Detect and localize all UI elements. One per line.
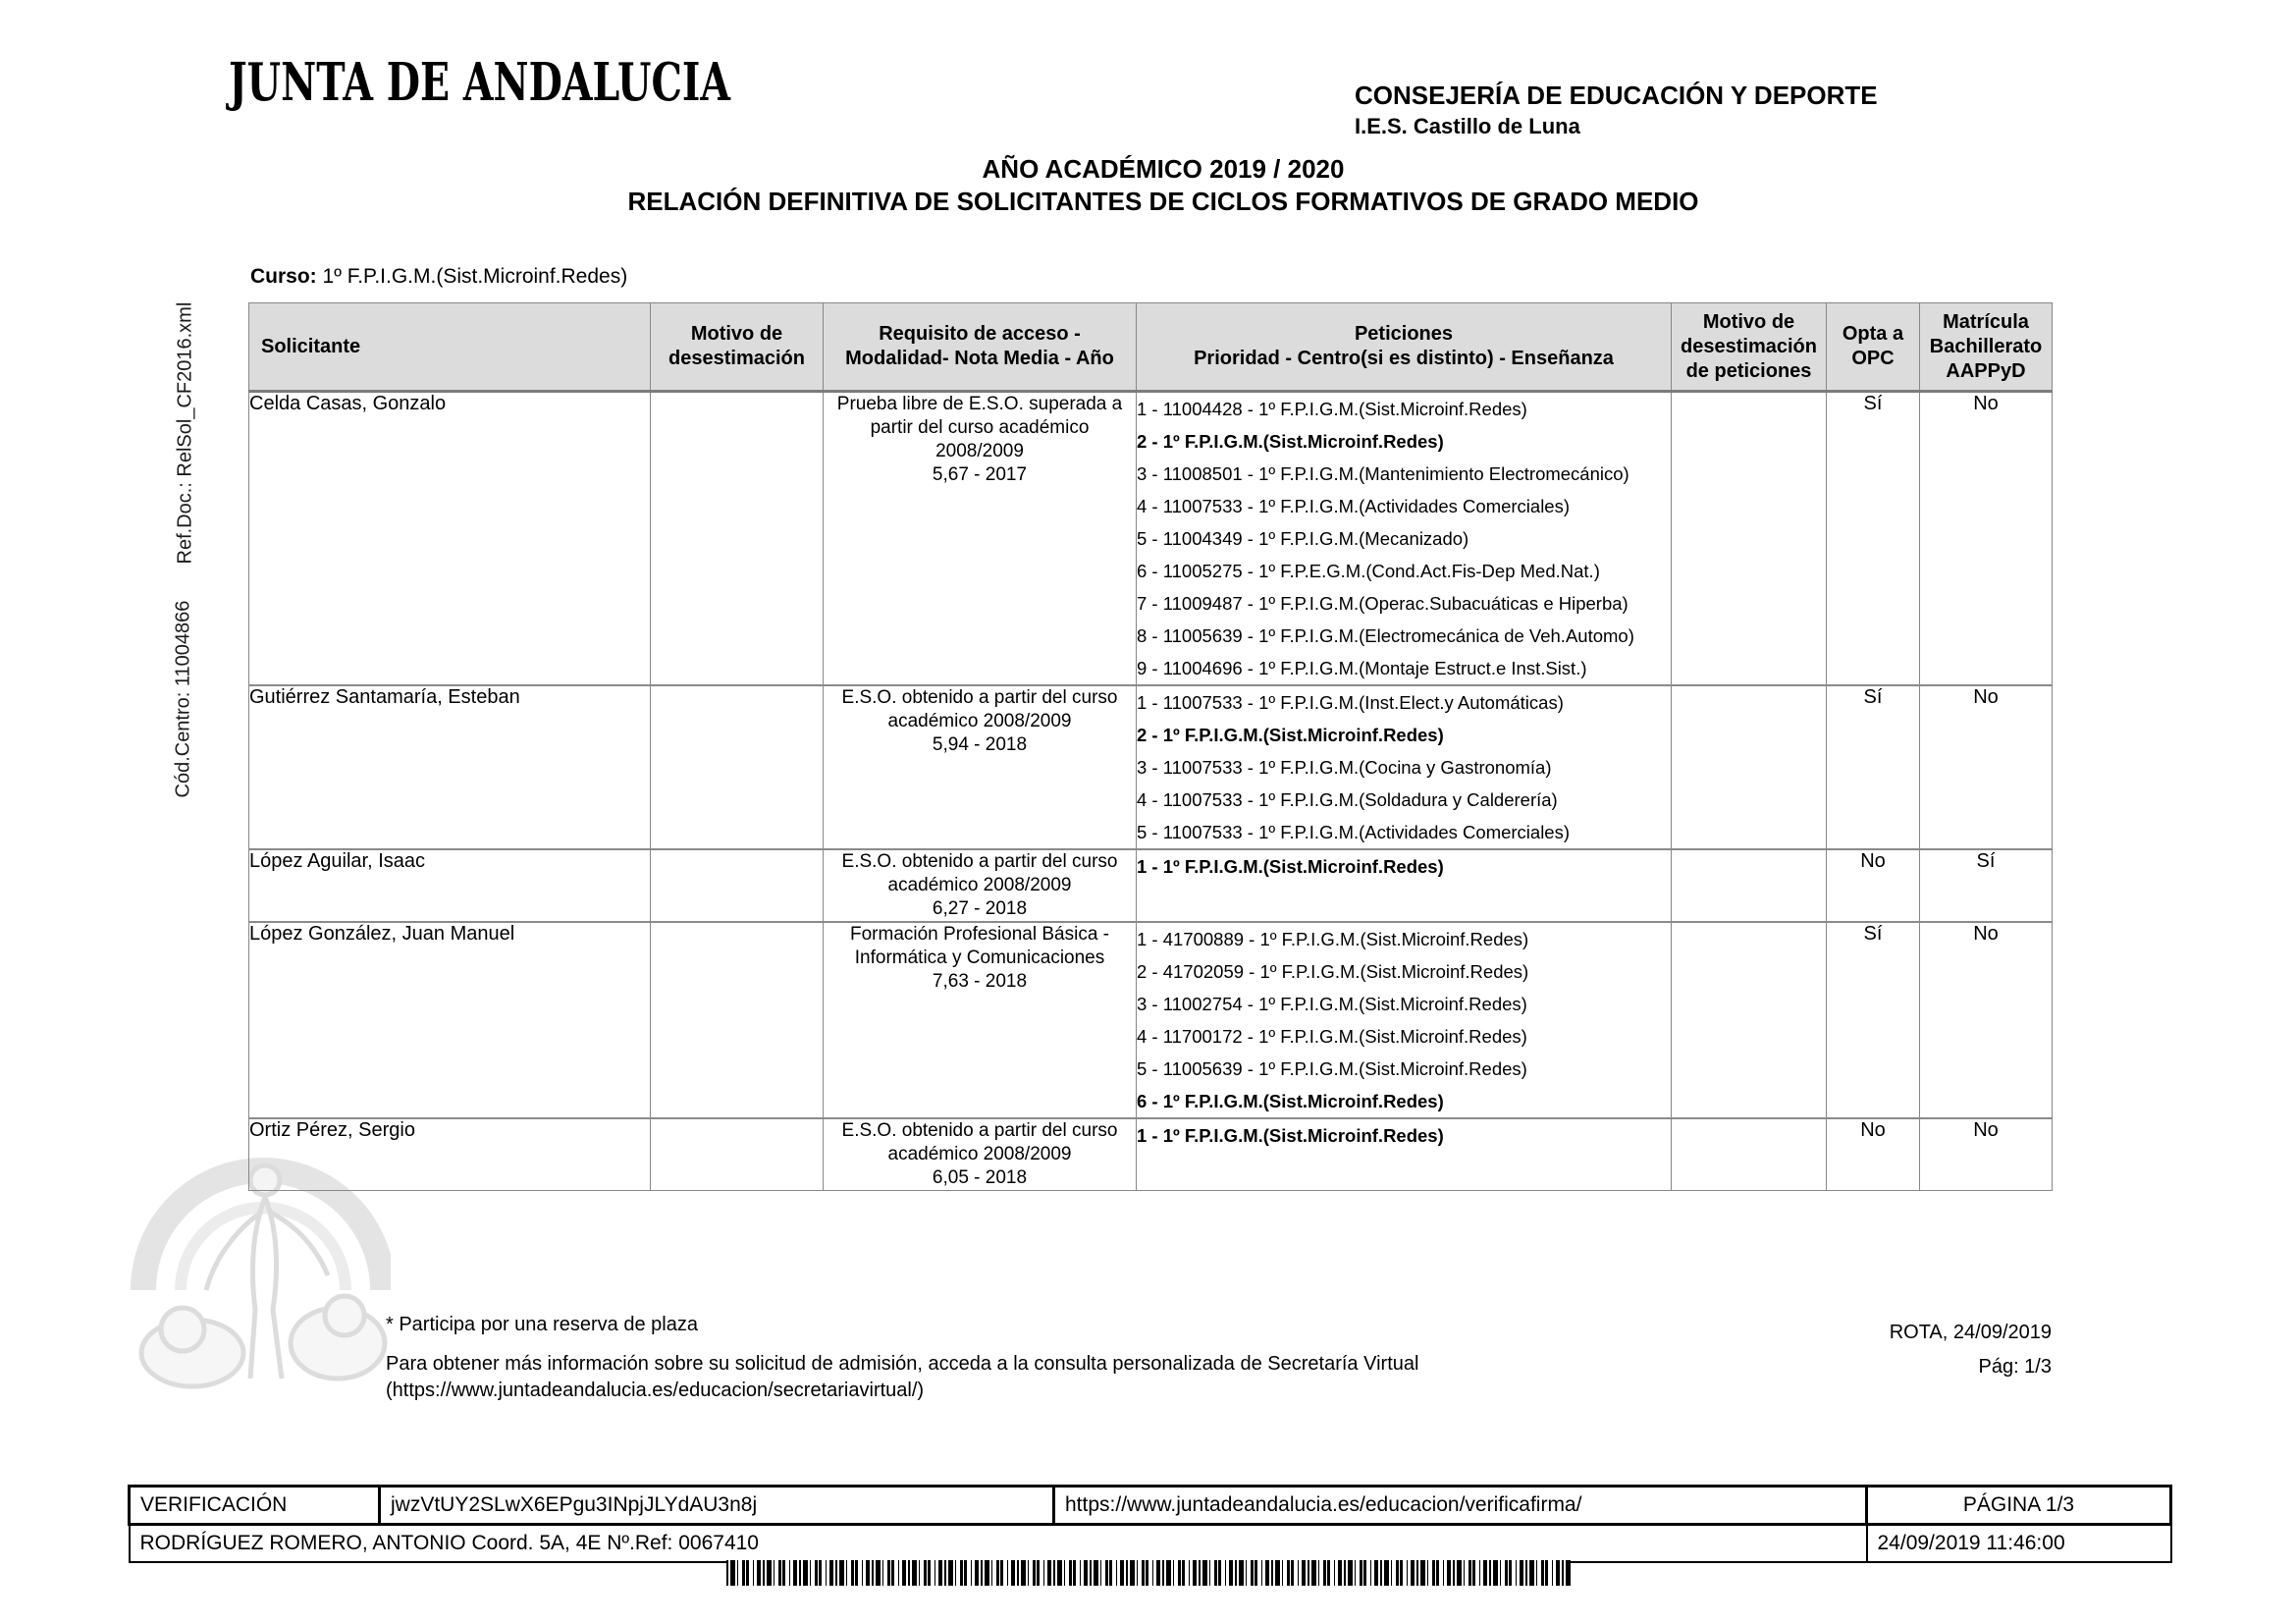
column-header-peticiones: Peticiones Prioridad - Centro(si es distinto) - Enseñanza [1137, 303, 1672, 392]
petition-line: 3 - 11008501 - 1º F.P.I.G.M.(Mantenimiento Electromecánico) [1137, 463, 1629, 484]
signer-row [130, 1525, 2171, 1563]
petitions-dismissal-cell [1672, 922, 1827, 1118]
petition-line: 4 - 11007533 - 1º F.P.I.G.M.(Actividades Comerciales) [1137, 496, 1571, 516]
petition-line: 3 - 11002754 - 1º F.P.I.G.M.(Sist.Microinf.Redes) [1137, 994, 1527, 1014]
dismissal-reason-cell [651, 685, 824, 849]
access-requirement-line: académico 2008/2009 [887, 711, 1072, 731]
column-header-matricula-bachillerato: Matrícula Bachillerato AAPPyD [1920, 303, 2053, 392]
access-requirement-line: Prueba libre de E.S.O. superada a [836, 394, 1123, 414]
access-requirement-line: E.S.O. obtenido a partir del curso [841, 1120, 1118, 1141]
column-header-solicitante: Solicitante [249, 303, 651, 392]
access-requirement-line: E.S.O. obtenido a partir del curso [841, 687, 1118, 708]
verification-datetime: 24/09/2019 11:46:00 [1867, 1525, 2171, 1563]
matricula-cell: No [1920, 922, 2053, 1118]
access-requirement-line: 5,94 - 2018 [932, 734, 1028, 755]
access-requirement-cell [824, 685, 1137, 849]
access-requirement-line: 2008/2009 [935, 441, 1024, 461]
petition-line: 5 - 11007533 - 1º F.P.I.G.M.(Actividades Comerciales) [1137, 822, 1571, 842]
column-header-opta-opc: Opta a OPC [1827, 303, 1920, 392]
school-name: I.E.S. Castillo de Luna [1355, 114, 1580, 138]
access-requirement-line: 5,67 - 2017 [932, 464, 1028, 485]
verification-page: PÁGINA 1/3 [1867, 1487, 2171, 1525]
applicant-name-cell: López González, Juan Manuel [249, 922, 651, 1118]
applicant-name-cell: Ortiz Pérez, Sergio [249, 1118, 651, 1191]
document-title: RELACIÓN DEFINITIVA DE SOLICITANTES DE CICLOS FORMATIVOS DE GRADO MEDIO [627, 187, 1699, 216]
petition-line: 6 - 11005275 - 1º F.P.E.G.M.(Cond.Act.Fis-Dep Med.Nat.) [1137, 561, 1600, 581]
reserva-note: * Participa por una reserva de plaza [386, 1314, 698, 1335]
petition-line: 2 - 1º F.P.I.G.M.(Sist.Microinf.Redes) [1137, 725, 1444, 745]
petition-line: 8 - 11005639 - 1º F.P.I.G.M.(Electromecánica de Veh.Automo) [1137, 625, 1634, 646]
table-row [249, 849, 2053, 922]
petition-line: 6 - 1º F.P.I.G.M.(Sist.Microinf.Redes) [1137, 1091, 1444, 1111]
access-requirement-line: 6,27 - 2018 [932, 898, 1028, 919]
petition-line: 4 - 11700172 - 1º F.P.I.G.M.(Sist.Microinf.Redes) [1137, 1026, 1527, 1047]
access-requirement-line: E.S.O. obtenido a partir del curso [841, 851, 1118, 872]
petitions-cell [1137, 1118, 1672, 1191]
document-titles [29, 153, 2296, 218]
petitions-cell [1137, 392, 1672, 686]
applicant-name-cell: Celda Casas, Gonzalo [249, 392, 651, 686]
petitions-dismissal-cell [1672, 849, 1827, 922]
access-requirement-cell [824, 849, 1137, 922]
petitions-cell [1137, 922, 1672, 1118]
verification-url: https://www.juntadeandalucia.es/educacion/verificafirma/ [1054, 1487, 1867, 1525]
barcode [726, 1560, 1571, 1586]
petition-line: 2 - 41702059 - 1º F.P.I.G.M.(Sist.Microinf.Redes) [1137, 961, 1529, 982]
access-requirement-line: académico 2008/2009 [887, 875, 1072, 895]
access-requirement-line: Informática y Comunicaciones [854, 947, 1105, 968]
petition-line: 1 - 41700889 - 1º F.P.I.G.M.(Sist.Microinf.Redes) [1137, 929, 1529, 949]
place-date-block [1659, 1322, 2052, 1379]
signer-info: RODRÍGUEZ ROMERO, ANTONIO Coord. 5A, 4E Nº.Ref: 0067410 [130, 1525, 1867, 1563]
column-header-motivo-desestimacion: Motivo de desestimación [651, 303, 824, 392]
verification-label: VERIFICACIÓN [130, 1487, 380, 1525]
course-label: Curso: [250, 265, 317, 288]
petitions-dismissal-cell [1672, 685, 1827, 849]
access-requirement-cell [824, 392, 1137, 686]
course-line [250, 265, 627, 289]
matricula-cell: Sí [1920, 849, 2053, 922]
petition-line: 5 - 11005639 - 1º F.P.I.G.M.(Sist.Microinf.Redes) [1137, 1058, 1527, 1079]
table-row [249, 1118, 2053, 1191]
course-value: 1º F.P.I.G.M.(Sist.Microinf.Redes) [322, 265, 628, 288]
access-requirement-line: académico 2008/2009 [887, 1144, 1072, 1164]
petition-line: 4 - 11007533 - 1º F.P.I.G.M.(Soldadura y Calderería) [1137, 789, 1558, 810]
access-requirement-line: partir del curso académico [870, 417, 1090, 438]
matricula-cell: No [1920, 1118, 2053, 1191]
applicant-name-cell: López Aguilar, Isaac [249, 849, 651, 922]
opta-opc-cell: No [1827, 849, 1920, 922]
petitions-dismissal-cell [1672, 1118, 1827, 1191]
dismissal-reason-cell [651, 1118, 824, 1191]
page-number: Pág: 1/3 [1978, 1356, 2052, 1378]
column-header-motivo-desestimacion-peticiones: Motivo de desestimación de peticiones [1672, 303, 1827, 392]
column-header-requisito-acceso: Requisito de acceso - Modalidad- Nota Media - Año [824, 303, 1137, 392]
verification-table [128, 1485, 2172, 1563]
access-requirement-line: 6,05 - 2018 [932, 1167, 1028, 1188]
opta-opc-cell: Sí [1827, 922, 1920, 1118]
ref-doc-vertical-label: Ref.Doc.: RelSol_CF2016.xml [174, 301, 196, 565]
petition-line: 1 - 11004428 - 1º F.P.I.G.M.(Sist.Microinf.Redes) [1137, 399, 1527, 419]
petition-line: 5 - 11004349 - 1º F.P.I.G.M.(Mecanizado) [1137, 528, 1469, 549]
junta-de-andalucia-logo: JUNTA DE ANDALUCIA [229, 51, 731, 113]
opta-opc-cell: No [1827, 1118, 1920, 1191]
info-note-url: (https://www.juntadeandalucia.es/educacion/secretariavirtual/) [386, 1380, 925, 1401]
opta-opc-cell: Sí [1827, 685, 1920, 849]
info-note [386, 1351, 1418, 1404]
petition-line: 3 - 11007533 - 1º F.P.I.G.M.(Cocina y Gastronomía) [1137, 757, 1552, 778]
petition-line: 1 - 1º F.P.I.G.M.(Sist.Microinf.Redes) [1137, 856, 1444, 877]
letterhead [1355, 81, 1878, 139]
petition-line: 9 - 11004696 - 1º F.P.I.G.M.(Montaje Estruct.e Inst.Sist.) [1137, 658, 1587, 678]
department-title: CONSEJERÍA DE EDUCACIÓN Y DEPORTE [1355, 81, 1878, 110]
academic-year-title: AÑO ACADÉMICO 2019 / 2020 [982, 154, 1345, 184]
petitions-dismissal-cell [1672, 392, 1827, 686]
petition-line: 1 - 1º F.P.I.G.M.(Sist.Microinf.Redes) [1137, 1125, 1444, 1146]
access-requirement-line: Formación Profesional Básica - [850, 924, 1109, 945]
access-requirement-line: 7,63 - 2018 [932, 971, 1028, 992]
place-date: ROTA, 24/09/2019 [1889, 1322, 2052, 1343]
dismissal-reason-cell [651, 849, 824, 922]
dismissal-reason-cell [651, 922, 824, 1118]
table-row [249, 685, 2053, 849]
applicants-table [248, 302, 2053, 1191]
table-row [249, 392, 2053, 686]
verification-code: jwzVtUY2SLwX6EPgu3INpjJLYdAU3n8j [380, 1487, 1054, 1525]
opta-opc-cell: Sí [1827, 392, 1920, 686]
petitions-cell [1137, 685, 1672, 849]
matricula-cell: No [1920, 392, 2053, 686]
info-note-text: Para obtener más información sobre su solicitud de admisión, acceda a la consulta personalizada de Secretaría Virtual [386, 1353, 1419, 1375]
verification-row [130, 1487, 2171, 1525]
petition-line: 7 - 11009487 - 1º F.P.I.G.M.(Operac.Subacuáticas e Hiperba) [1137, 593, 1629, 614]
access-requirement-cell [824, 1118, 1137, 1191]
access-requirement-cell [824, 922, 1137, 1118]
matricula-cell: No [1920, 685, 2053, 849]
applicants-table-header-row [249, 303, 2053, 392]
dismissal-reason-cell [651, 392, 824, 686]
petition-line: 1 - 11007533 - 1º F.P.I.G.M.(Inst.Elect.y Automáticas) [1137, 692, 1564, 713]
table-row [249, 922, 2053, 1118]
applicant-name-cell: Gutiérrez Santamaría, Esteban [249, 685, 651, 849]
cod-centro-vertical-label: Cód.Centro: 11004866 [172, 600, 194, 798]
petitions-cell [1137, 849, 1672, 922]
petition-line: 2 - 1º F.P.I.G.M.(Sist.Microinf.Redes) [1137, 431, 1444, 452]
